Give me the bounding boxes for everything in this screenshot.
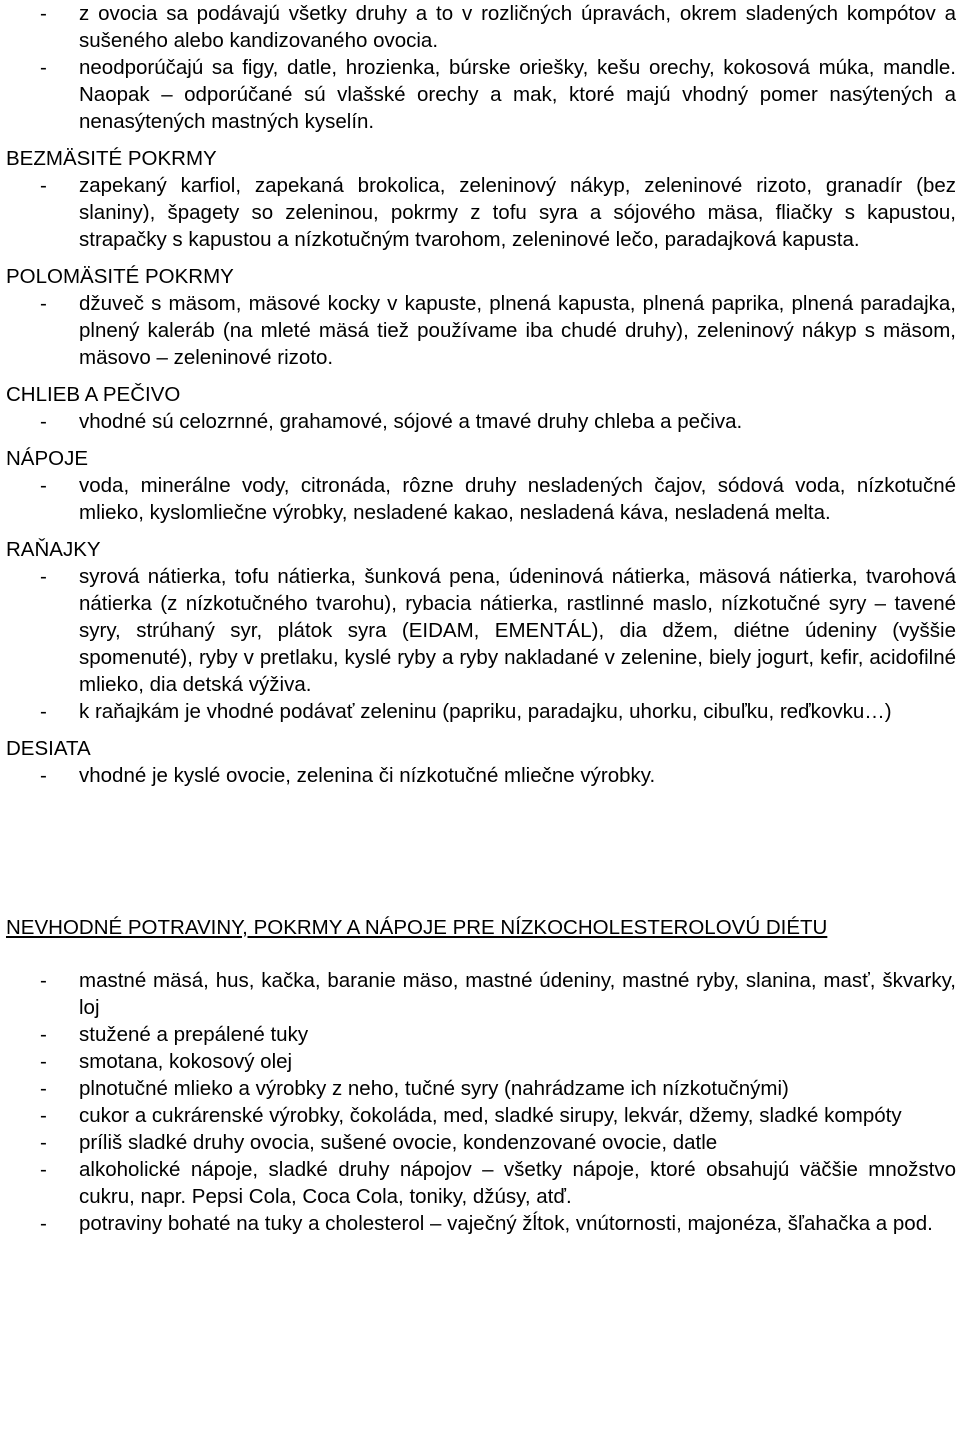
list-item-text: plnotučné mlieko a výrobky z neho, tučné syry (nahrádzame ich nízkotučnými) (79, 1077, 789, 1100)
bullet-dash (40, 1075, 47, 1102)
bullet-dash (40, 1021, 47, 1048)
list-item-text: mastné mäsá, hus, kačka, baranie mäso, mastné údeniny, mastné ryby, slanina, masť, škvarky, loj (79, 969, 956, 1019)
bullet-dash (40, 563, 47, 590)
list-item (6, 967, 956, 1021)
section-heading: POLOMÄSITÉ POKRMY (6, 265, 234, 288)
bullet-dash (40, 172, 47, 199)
list-item (6, 1210, 956, 1237)
list-item-text: smotana, kokosový olej (79, 1050, 293, 1073)
list-item (6, 54, 956, 135)
bullet-dash (40, 698, 47, 725)
bullet-dash (40, 967, 47, 994)
bullet-dash (40, 1156, 47, 1183)
list-item (6, 1021, 956, 1048)
list-item (6, 1156, 956, 1210)
unsuitable-heading: NEVHODNÉ POTRAVINY, POKRMY A NÁPOJE PRE NÍZKOCHOLESTEROLOVÚ DIÉTU (6, 916, 828, 939)
list-item-text: príliš sladké druhy ovocia, sušené ovocie, kondenzované ovocie, datle (79, 1131, 718, 1154)
list-item-text: zapekaný karfiol, zapekaná brokolica, zeleninový nákyp, zeleninové rizoto, granadír (bez slaniny), špagety so zeleninou, pokrmy z tofu syra a sójového mäsa, fliačky s kapustou, strapačky s kapustou a nízkotučným tvarohom, zeleninové lečo, paradajková kapusta. (79, 174, 956, 251)
section-heading: NÁPOJE (6, 447, 89, 470)
list-item (6, 698, 956, 725)
bullet-dash (40, 408, 47, 435)
bullet-dash (40, 1210, 47, 1237)
list-item (6, 172, 956, 253)
list-item (6, 563, 956, 698)
bullet-dash (40, 1102, 47, 1129)
list-item-text: cukor a cukrárenské výrobky, čokoláda, med, sladké sirupy, lekvár, džemy, sladké kompóty (79, 1104, 902, 1127)
list-item (6, 0, 956, 54)
list-item (6, 1075, 956, 1102)
list-item-text: vhodné sú celozrnné, grahamové, sójové a tmavé druhy chleba a pečiva. (79, 410, 743, 433)
section-heading: BEZMÄSITÉ POKRMY (6, 147, 217, 170)
list-item (6, 408, 956, 435)
bullet-dash (40, 1048, 47, 1075)
section-heading: RAŇAJKY (6, 538, 101, 561)
list-item (6, 472, 956, 526)
list-item (6, 762, 956, 789)
list-item-text: vhodné je kyslé ovocie, zelenina či nízkotučné mliečne výrobky. (79, 764, 656, 787)
list-item-text: syrová nátierka, tofu nátierka, šunková pena, údeninová nátierka, mäsová nátierka, tvarohová nátierka (z nízkotučného tvarohu), rybacia nátierka, rastlinné maslo, nízkotučné syry – tavené syry, strúhaný syr, plátok syra (EIDAM, EMENTÁL), dia džem, diétne údeniny (vyššie spomenuté), ryby v pretlaku, kyslé ryby a ryby nakladané v zelenine, biely jogurt, kefir, acidofilné mlieko, dia detská výživa. (79, 565, 956, 696)
section-heading: DESIATA (6, 737, 91, 760)
bullet-dash (40, 290, 47, 317)
list-item-text: džuveč s mäsom, mäsové kocky v kapuste, plnená kapusta, plnená paprika, plnená paradajka, plnený kaleráb (na mleté mäsá tiež používame iba chudé druhy), zeleninový nákyp s mäsom, mäsovo – zeleninové rizoto. (79, 292, 956, 369)
bullet-dash (40, 0, 47, 27)
bullet-dash (40, 1129, 47, 1156)
list-item-text: alkoholické nápoje, sladké druhy nápojov – všetky nápoje, ktoré obsahujú väčšie množstvo cukru, napr. Pepsi Cola, Coca Cola, toniky, džúsy, atď. (79, 1158, 956, 1208)
list-item (6, 1102, 956, 1129)
list-item-text: neodporúčajú sa figy, datle, hrozienka, búrske oriešky, kešu orechy, kokosová múka, mandle. Naopak – odporúčané sú vlašské orechy a mak, ktoré majú vhodný pomer nasýtených a nenasýtených mastných kyselín. (79, 56, 956, 133)
list-item-text: k raňajkám je vhodné podávať zeleninu (papriku, paradajku, uhorku, cibuľku, reďkovku…) (79, 700, 892, 723)
list-item-text: potraviny bohaté na tuky a cholesterol – vaječný žĺtok, vnútornosti, majonéza, šľahačka a pod. (79, 1212, 933, 1235)
bullet-dash (40, 762, 47, 789)
list-item (6, 290, 956, 371)
list-item-text: z ovocia sa podávajú všetky druhy a to v rozličných úpravách, okrem sladených kompótov a sušeného alebo kandizovaného ovocia. (79, 2, 956, 52)
section-heading: CHLIEB A PEČIVO (6, 383, 181, 406)
list-item (6, 1129, 956, 1156)
bullet-dash (40, 54, 47, 81)
list-item-text: stužené a prepálené tuky (79, 1023, 309, 1046)
list-item (6, 1048, 956, 1075)
list-item-text: voda, minerálne vody, citronáda, rôzne druhy nesladených čajov, sódová voda, nízkotučné mlieko, kyslomliečne výrobky, nesladené kakao, nesladená káva, nesladená melta. (79, 474, 956, 524)
bullet-dash (40, 472, 47, 499)
